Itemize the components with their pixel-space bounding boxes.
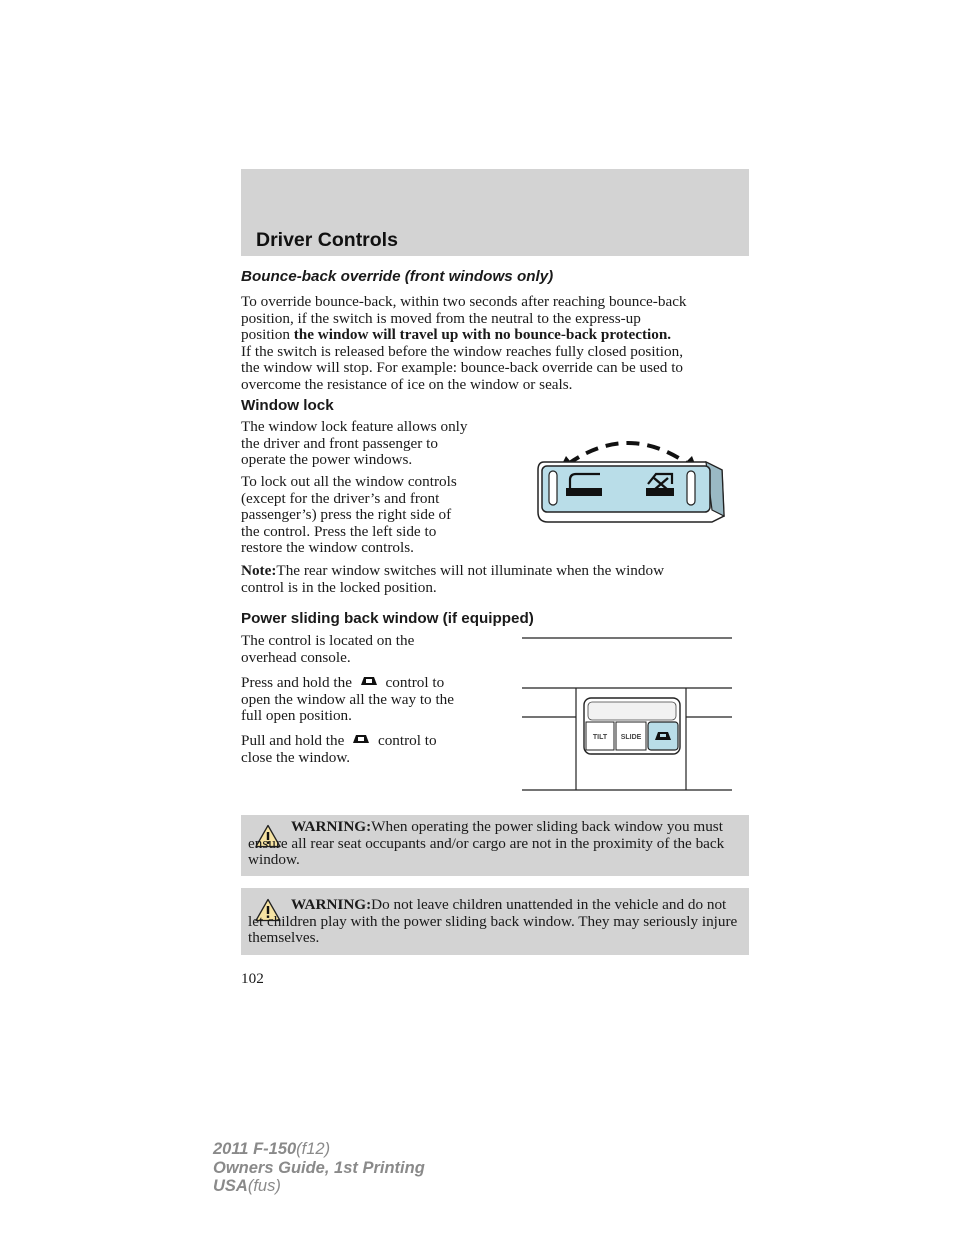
footer-line <box>213 1177 425 1196</box>
text-span: control to <box>377 732 437 749</box>
warning-text-1 <box>248 819 741 869</box>
window-lock-icon-base <box>646 488 674 496</box>
section-title: Driver Controls <box>256 229 398 251</box>
text-line <box>241 327 687 344</box>
text-line <box>241 563 664 580</box>
window-lock-switch-illustration <box>530 428 730 524</box>
text-line: passenger’s) press the right side of <box>241 506 452 524</box>
warning-message: Do not leave children unattended in the vehicle and do not let children play with the power sliding back window. They may seriously injure themselves. <box>248 896 738 947</box>
bounce-back-paragraph <box>241 294 687 394</box>
footer-line <box>213 1140 425 1159</box>
text-line: The window lock feature allows only <box>241 418 468 435</box>
text-line: To override bounce-back, within two seconds after reaching bounce-back <box>241 293 687 310</box>
window-lock-paragraph-1 <box>241 419 468 469</box>
warning-message: When operating the power sliding back window you must ensure all rear seat occupants and/or cargo are not in the proximity of the back window. <box>248 818 725 869</box>
text-line: operate the power windows. <box>241 451 413 469</box>
footer-line: Owners Guide, 1st Printing <box>213 1158 425 1177</box>
text-line: overcome the resistance of ice on the window or seals. <box>241 375 573 393</box>
text-line: open the window all the way to the <box>241 690 454 708</box>
warning-label: WARNING: <box>291 818 372 835</box>
print-footer <box>213 1140 425 1196</box>
text-line: If the switch is released before the window reaches fully closed position, <box>241 342 683 360</box>
footer-market: USA <box>213 1177 248 1195</box>
sliding-window-close-icon <box>350 732 372 746</box>
text-line: control is in the locked position. <box>241 578 437 596</box>
console-switch-top <box>588 702 676 720</box>
sliding-window-paragraph-2 <box>241 674 454 725</box>
footer-code: (f12) <box>296 1140 331 1158</box>
window-lock-paragraph-2 <box>241 474 457 557</box>
text-line: the driver and front passenger to <box>241 434 438 452</box>
text-line: the window will stop. For example: bounce-back override can be used to <box>241 359 684 377</box>
text-line <box>241 732 437 750</box>
text-line: full open position. <box>241 707 352 725</box>
arc-line <box>568 443 688 464</box>
text-line: close the window. <box>241 748 351 766</box>
text-span: position <box>241 326 290 344</box>
warning-label: WARNING: <box>291 896 372 913</box>
section-header <box>241 169 749 256</box>
sliding-window-icon-pane <box>660 734 666 737</box>
text-span: Press and hold the <box>241 674 352 691</box>
warning-box-2 <box>241 888 749 955</box>
text-line: the control. Press the left side to <box>241 522 437 540</box>
text-line <box>241 674 454 692</box>
sliding-window-paragraph-3 <box>241 732 437 766</box>
text-line: The control is located on the <box>241 632 415 649</box>
warning-text-2 <box>248 897 741 947</box>
text-line: position, if the switch is moved from the neutral to the express-up <box>241 309 641 327</box>
text-line: overhead console. <box>241 648 351 666</box>
text-span: control to <box>385 674 445 691</box>
overhead-console-illustration <box>522 632 734 794</box>
window-lock-heading: Window lock <box>241 397 334 414</box>
page-number: 102 <box>241 970 264 987</box>
sliding-window-open-icon <box>358 674 380 688</box>
sliding-window-heading: Power sliding back window (if equipped) <box>241 610 534 627</box>
bold-text: the window will travel up with no bounce-back protection. <box>293 326 672 344</box>
window-icon-base <box>566 488 602 496</box>
text-line: restore the window controls. <box>241 539 414 557</box>
warning-box-1 <box>241 815 749 876</box>
text-span: Pull and hold the <box>241 732 345 749</box>
sliding-window-paragraph-1 <box>241 633 414 666</box>
text-span: The rear window switches will not illuminate when the window <box>276 562 665 579</box>
switch-indent-right <box>687 471 695 505</box>
text-line: To lock out all the window controls <box>241 473 457 490</box>
switch-indent-left <box>549 471 557 505</box>
slide-label: SLIDE <box>620 734 642 741</box>
note-paragraph <box>241 563 664 596</box>
footer-market-code: (fus) <box>247 1177 281 1195</box>
note-label: Note: <box>241 562 277 579</box>
text-line: (except for the driver’s and front <box>241 489 440 507</box>
bounce-back-heading: Bounce-back override (front windows only) <box>241 268 554 285</box>
footer-model: 2011 F-150 <box>213 1140 297 1158</box>
tilt-label: TILT <box>592 734 608 741</box>
